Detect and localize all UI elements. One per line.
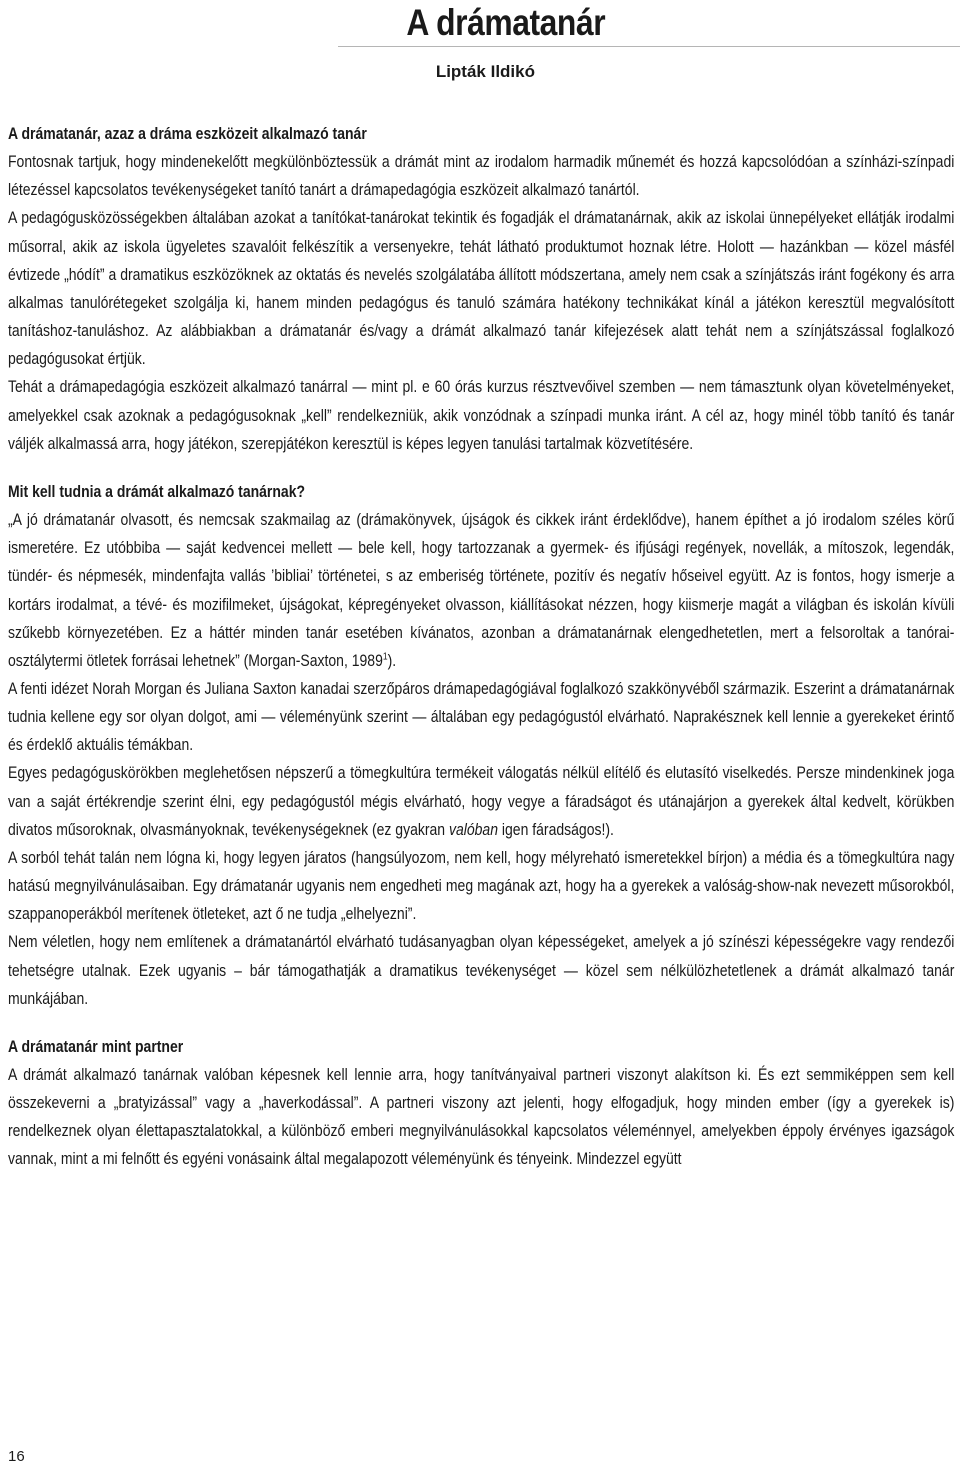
article-body: [8, 120, 954, 1174]
title-rule: [338, 46, 960, 47]
text-run: igen fáradságos!).: [498, 820, 614, 839]
document-title: A drámatanár: [406, 2, 605, 43]
text-run: Egyes pedagóguskörökben meglehetősen népszerű a tömegkultúra termékeit válogatás nélkül elítélő és elutasító viselkedés. Persze mindenkinek joga van a saját értékrendje szerint élni, egy pedagógustól mégis elvárható, hogy vegye a fáradságot és utánajárjon a gyerekek által kedvelt, körükben divatos műsoroknak, olvasmányoknak, tevékenységeknek (ez gyakran: [8, 764, 955, 839]
section-heading: A drámatanár, azaz a dráma eszközeit alkalmazó tanár: [8, 125, 367, 143]
section-gap: [8, 458, 954, 478]
paragraph: A drámát alkalmazó tanárnak valóban képesnek kell lennie arra, hogy tanítványaival partneri viszonyt alakítson ki. És ezt semmiképpen sem kell összekeverni a „bratyizással” vagy a „haverkodással”. A partneri viszony azt jelenti, hogy elfogadjuk, hogy minden ember (így a gyerekek is) rendelkeznek olyan élettapasztalatokkal, a különböző emberi megnyilvánulásokkal kapcsolatos véleménnyel, amelyekben éppoly érvényes igazságok vannak, mint a mi felnőtt és egyéni vonásaink által megalapozott véleményünk és tényeink. Mindezzel együtt: [8, 1066, 955, 1169]
quote-end: ).: [387, 651, 397, 670]
emphasis: valóban: [448, 820, 499, 839]
quote-text: „A jó drámatanár olvasott, és nemcsak szakmailag az (drámakönyvek, újságok és cikkek iránt érdeklődve), hanem építhet a jó irodalom széles körű ismeretére. Ez utóbbiba — saját kedvencei mellett — bele kell, hogy tartozzanak a gyermek- és ifjúsági regények, novellák, a mítoszok, legendák, tündér- és népmesék, mindenfajta vallás ’bibliai’ történetei, s az emberiség története, pozitív és negatív hőseivel együtt. Az is fontos, hogy ismerje a kortárs irodalmat, a tévé- és mozifilmeket, újságokat, képregényeket olvasson, kiállításokat nézzen, hogy kiismerje magát a világban és iskolán kívüli szűkebb környezetében. Ez a háttér minden tanár esetében kívánatos, azonban a drámatanárnak elengedhetetlen, mert a felsoroltak a tanórai-osztálytermi ötletek forrásai lehetnek” (Morgan-Saxton, 1989: [8, 511, 955, 670]
paragraph: [8, 759, 954, 843]
paragraph: Fontosnak tartjuk, hogy mindenekelőtt megkülönböztessük a drámát mint az irodalom harmadik műnemét és hozzá kapcsolódóan a színházi-színpadi létezéssel kapcsolatos tevékenységeket tanító tanárt a drámapedagógia eszközeit alkalmazó tanártól.: [8, 153, 955, 200]
footnote-mark: 1: [382, 651, 388, 663]
quote-paragraph: [8, 506, 954, 675]
paragraph: Nem véletlen, hogy nem említenek a drámatanártól elvárható tudásanyagban olyan képességeket, amelyek a jó színészi képességekre vagy rendezői tehetségre utalnak. Ezek ugyanis – bár támogathatják a dramatikus tevékenységet — közel sem nélkülözhetetlenek a drámát alkalmazó tanár munkájában.: [8, 933, 955, 1008]
section-gap: [8, 1013, 954, 1033]
author-name: Lipták Ildikó: [435, 62, 535, 81]
paragraph: A pedagógusközösségekben általában azokat a tanítókat-tanárokat tekintik és fogadják el drámatanárnak, akik az iskolai ünnepélyeket ellátják irodalmi műsorral, akik az iskola ügyeletes szavalóit felkészítik a versenyekre, tehát látható produktumot hoznak létre. Holott — hazánkban — közel másfél évtizede „hódít” a dramatikus eszközöknek az oktatás és nevelés szolgálatába állított módszertana, amely nem csak a színjátszás iránt fogékony és arra alkalmas tanulórétegeket szolgálja ki, hanem minden pedagógus és tanuló számára hatékony technikákat kínál a játékon keresztül megvalósított tanításhoz-tanuláshoz. Az alábbiakban a drámatanár és/vagy a drámát alkalmazó tanár kifejezések alatt tehát nem a színjátszással foglalkozó pedagógusokat értjük.: [8, 209, 955, 369]
page-number: 16: [8, 1448, 25, 1465]
paragraph: Tehát a drámapedagógia eszközeit alkalmazó tanárral — mint pl. e 60 órás kurzus résztvevőivel szemben — nem támasztunk olyan követelményeket, amelyekkel csak azoknak a pedagógusoknak „kell” rendelkezniük, akik vonzódnak a színpadi munka iránt. A cél az, hogy minél több tanító és tanár váljék alkalmassá arra, hogy játékon, szerepjátékon keresztül is képes legyen tanulási tartalmak közvetítésére.: [8, 378, 955, 453]
paragraph: A sorból tehát talán nem lógna ki, hogy legyen járatos (hangsúlyozom, nem kell, hogy mélyreható ismeretekkel bírjon) a média és a tömegkultúra nagy hatású megnyilvánulásaiban. Egy drámatanár ugyanis nem engedheti meg magának azt, hogy ha a gyerekek a valóság-show-nak nevezett műsorokból, szappanoperákból merítenek ötleteket, azt ő ne tudja „elhelyezni”.: [8, 848, 955, 924]
section-heading: Mit kell tudnia a drámát alkalmazó tanárnak?: [8, 482, 306, 501]
paragraph: A fenti idézet Norah Morgan és Juliana Saxton kanadai szerzőpáros drámapedagógiával foglalkozó szakkönyvéből származik. Eszerint a drámatanárnak tudnia kellene egy sor olyan dolgot, ami — véleményünk szerint — általában egy pedagógustól elvárható. Naprakésznek kell lennie a gyerekeket érintő és érdeklő aktuális témákban.: [8, 679, 955, 755]
section-heading: A drámatanár mint partner: [8, 1037, 184, 1056]
